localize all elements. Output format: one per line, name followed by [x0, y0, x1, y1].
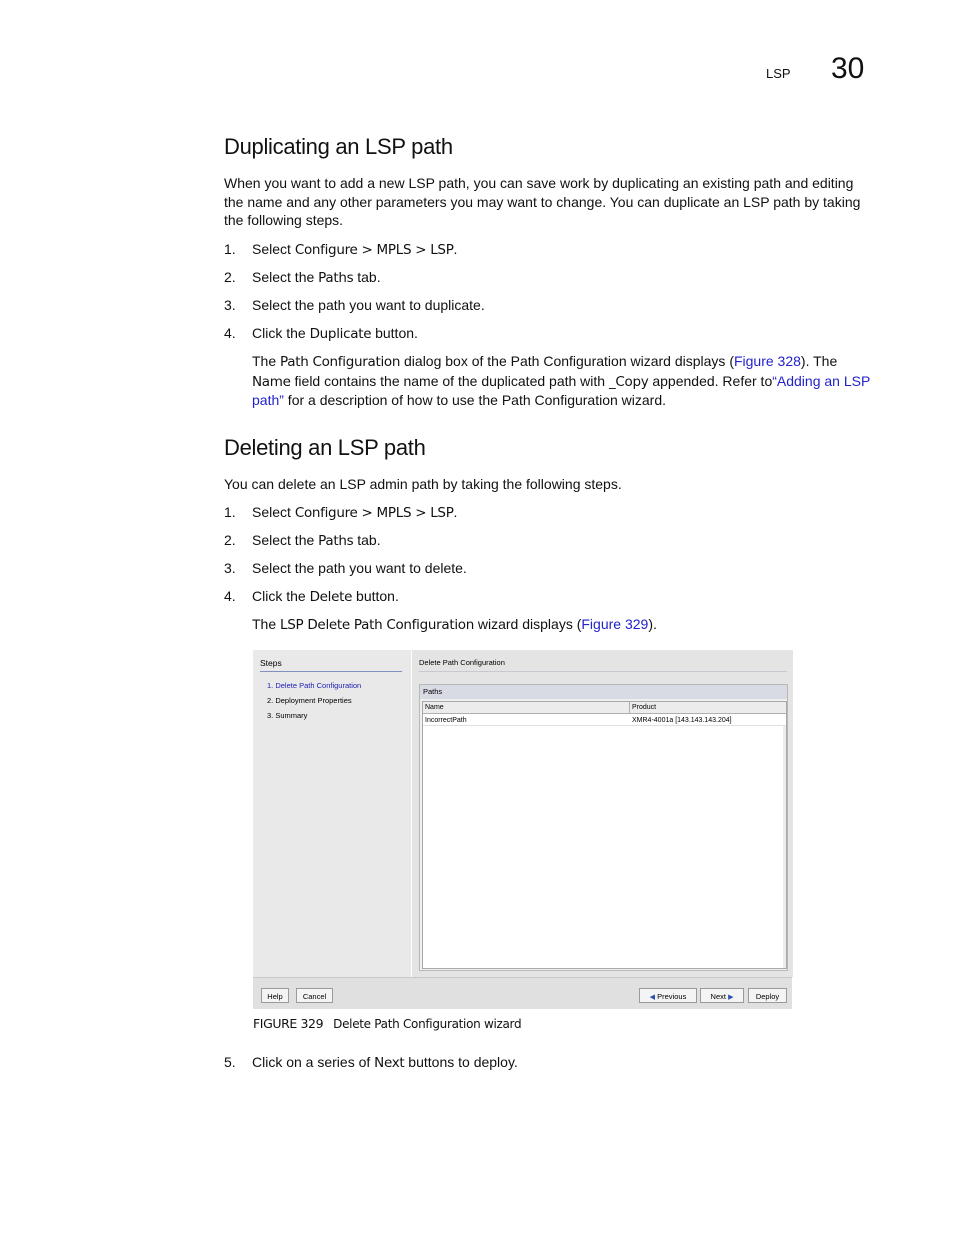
figure-caption: [253, 1016, 521, 1031]
del-step-3: 3. Select the path you want to delete.: [224, 560, 467, 576]
column-header-name[interactable]: Name: [423, 702, 630, 714]
paths-group-header: [420, 685, 787, 699]
panel-title: Delete Path Configuration: [419, 658, 505, 667]
figure-title: Delete Path Configuration wizard: [333, 1017, 522, 1031]
figure-label: FIGURE 329: [253, 1016, 324, 1031]
figure-329-link[interactable]: Figure 329: [581, 616, 649, 632]
wizard-main-pane: [411, 650, 793, 977]
help-button[interactable]: Help: [261, 988, 289, 1003]
arrow-right-icon: ▶: [728, 994, 734, 1001]
duplicating-intro: When you want to add a new LSP path, you can save work by duplicating an existing path and editing the name and any other parameters you may want to change. You can duplicate an LSP path by taking the following steps.: [224, 175, 861, 228]
del-step-4: 4. Click the Delete button.: [224, 588, 399, 605]
table-cell-name[interactable]: IncorrectPath: [423, 715, 630, 726]
section-heading-duplicating: Duplicating an LSP path: [224, 134, 453, 159]
deploy-button[interactable]: Deploy: [748, 988, 787, 1003]
del-step-2: 2. Select the Paths tab.: [224, 532, 381, 549]
wizard-step-summary[interactable]: 3. Summary: [267, 711, 308, 720]
panel-divider: [419, 671, 787, 672]
delete-path-wizard-screenshot: [253, 650, 792, 1008]
dup-step-4: 4. Click the Duplicate button.: [224, 325, 418, 342]
dup-step-1: 1. Select Configure > MPLS > LSP.: [224, 241, 458, 258]
chapter-number: 30: [831, 52, 865, 85]
deleting-intro: You can delete an LSP admin path by taking the following steps.: [224, 476, 622, 492]
paths-group: [419, 684, 788, 971]
table-scrollbar[interactable]: [783, 726, 786, 968]
paths-group-label: Paths: [423, 687, 443, 696]
adding-lsp-path-link[interactable]: “Adding an LSP path”: [252, 372, 871, 408]
wizard-step-delete-path-configuration[interactable]: 1. Delete Path Configuration: [267, 681, 362, 690]
section-heading-deleting: Deleting an LSP path: [224, 435, 426, 460]
column-header-product[interactable]: Product: [630, 702, 786, 714]
cancel-button[interactable]: Cancel: [296, 988, 333, 1003]
wizard-step-deployment-properties[interactable]: 2. Deployment Properties: [267, 696, 352, 705]
previous-button[interactable]: ◀ Previous: [639, 988, 697, 1003]
steps-title: Steps: [260, 658, 282, 668]
del-step-5: 5. Click on a series of Next buttons to deploy.: [224, 1054, 518, 1071]
del-step-1: 1. Select Configure > MPLS > LSP.: [224, 504, 458, 521]
del-note: The LSP Delete Path Configuration wizard displays (Figure 329).: [252, 616, 657, 633]
next-button[interactable]: Next ▶: [700, 988, 744, 1003]
dup-step-2: 2. Select the Paths tab.: [224, 269, 381, 286]
dup-step-3: 3. Select the path you want to duplicate.: [224, 297, 485, 313]
wizard-steps-pane: [253, 650, 411, 977]
paths-table: [422, 701, 787, 969]
figure-328-link[interactable]: Figure 328: [733, 353, 801, 369]
steps-divider: [260, 671, 402, 672]
running-header-section: LSP: [766, 66, 791, 81]
table-cell-product[interactable]: XMR4-4001a [143.143.143.204]: [630, 715, 786, 726]
arrow-left-icon: ◀: [649, 994, 656, 1001]
dup-note: The Path Configuration dialog box of the Path Configuration wizard displays (Figure 328). The Name field contains the name of the duplicated path with _Copy appended. Refer to“Adding an LSP path” for a description of how to use the Path Configuration wizard.: [252, 353, 871, 408]
wizard-footer: [253, 977, 792, 1009]
